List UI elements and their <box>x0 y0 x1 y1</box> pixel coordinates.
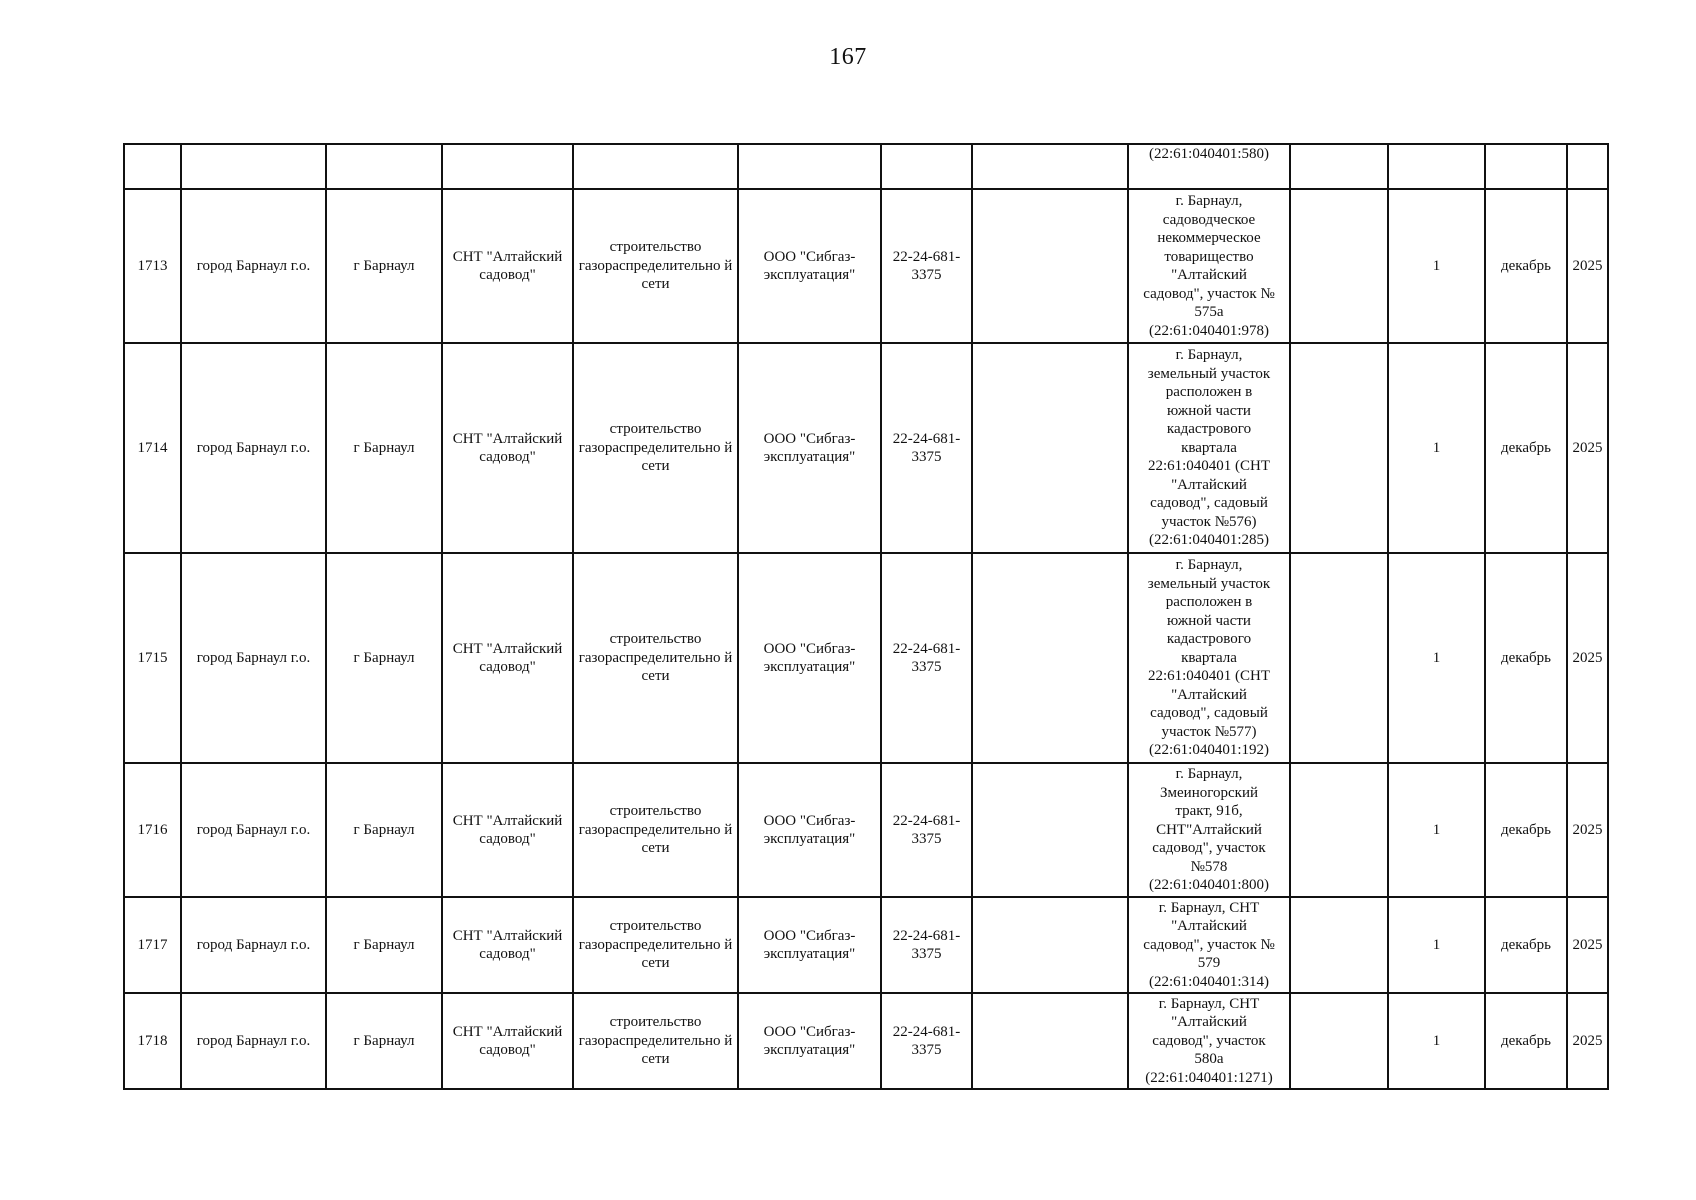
cell-number: 1717 <box>124 897 181 993</box>
cell-organization: ООО "Сибгаз-эксплуатация" <box>738 189 881 343</box>
cell-municipality: город Барнаул г.о. <box>181 343 326 553</box>
table-row <box>124 897 1608 993</box>
cell-address: (22:61:040401:580) <box>1128 144 1290 189</box>
cell-month: декабрь <box>1485 897 1567 993</box>
cell-quantity: 1 <box>1388 553 1485 763</box>
cell-organization: ООО "Сибгаз-эксплуатация" <box>738 343 881 553</box>
cell-quantity: 1 <box>1388 189 1485 343</box>
cell-address: г. Барнаул, СНТ "Алтайский садовод", участок 580а (22:61:040401:1271) <box>1128 993 1290 1089</box>
cell-organization: ООО "Сибгаз-эксплуатация" <box>738 993 881 1089</box>
cell-organization <box>738 144 881 189</box>
cell-object: СНТ "Алтайский садовод" <box>442 897 573 993</box>
cell-number <box>124 144 181 189</box>
cell-quantity: 1 <box>1388 343 1485 553</box>
cell-work-type: строительство газораспределительно й сети <box>573 763 738 897</box>
cell-extra <box>972 897 1128 993</box>
cell-quantity <box>1388 144 1485 189</box>
cell-extra <box>972 343 1128 553</box>
cell-code: 22-24-681-3375 <box>881 763 972 897</box>
cell-locality: г Барнаул <box>326 763 442 897</box>
cell-year: 2025 <box>1567 993 1608 1089</box>
cell-locality <box>326 144 442 189</box>
cell-municipality: город Барнаул г.о. <box>181 993 326 1089</box>
cell-municipality: город Барнаул г.о. <box>181 189 326 343</box>
cell-quantity: 1 <box>1388 993 1485 1089</box>
table-row <box>124 553 1608 763</box>
cell-year: 2025 <box>1567 343 1608 553</box>
cell-blank <box>1290 993 1388 1089</box>
cell-extra <box>972 553 1128 763</box>
table-row <box>124 763 1608 897</box>
cell-municipality: город Барнаул г.о. <box>181 897 326 993</box>
cell-blank <box>1290 897 1388 993</box>
cell-year <box>1567 144 1608 189</box>
cell-locality: г Барнаул <box>326 343 442 553</box>
cell-municipality: город Барнаул г.о. <box>181 553 326 763</box>
cell-work-type <box>573 144 738 189</box>
cell-code <box>881 144 972 189</box>
cell-address: г. Барнаул, садоводческое некоммерческое товарищество "Алтайский садовод", участок № 575а (22:61:040401:978) <box>1128 189 1290 343</box>
cell-work-type: строительство газораспределительно й сети <box>573 553 738 763</box>
cell-address: г. Барнаул, СНТ "Алтайский садовод", участок № 579 (22:61:040401:314) <box>1128 897 1290 993</box>
cell-month <box>1485 144 1567 189</box>
cell-work-type: строительство газораспределительно й сети <box>573 993 738 1089</box>
table-row <box>124 343 1608 553</box>
cell-extra <box>972 144 1128 189</box>
cell-object: СНТ "Алтайский садовод" <box>442 993 573 1089</box>
cell-address: г. Барнаул, земельный участок расположен в южной части кадастрового квартала 22:61:040401 (СНТ "Алтайский садовод", садовый участок №576) (22:61:040401:285) <box>1128 343 1290 553</box>
cell-object <box>442 144 573 189</box>
cell-code: 22-24-681-3375 <box>881 553 972 763</box>
cell-object: СНТ "Алтайский садовод" <box>442 553 573 763</box>
cell-organization: ООО "Сибгаз-эксплуатация" <box>738 763 881 897</box>
cell-year: 2025 <box>1567 553 1608 763</box>
cell-work-type: строительство газораспределительно й сети <box>573 343 738 553</box>
cell-code: 22-24-681-3375 <box>881 343 972 553</box>
cell-quantity: 1 <box>1388 763 1485 897</box>
table-row <box>124 993 1608 1089</box>
cell-organization: ООО "Сибгаз-эксплуатация" <box>738 897 881 993</box>
cell-blank <box>1290 343 1388 553</box>
cell-work-type: строительство газораспределительно й сети <box>573 189 738 343</box>
cell-month: декабрь <box>1485 553 1567 763</box>
cell-month: декабрь <box>1485 993 1567 1089</box>
cell-month: декабрь <box>1485 343 1567 553</box>
cell-blank <box>1290 144 1388 189</box>
cell-code: 22-24-681-3375 <box>881 897 972 993</box>
registry-table <box>123 143 1609 1090</box>
cell-number: 1714 <box>124 343 181 553</box>
cell-address: г. Барнаул, земельный участок расположен в южной части кадастрового квартала 22:61:040401 (СНТ "Алтайский садовод", садовый участок №577) (22:61:040401:192) <box>1128 553 1290 763</box>
cell-address: г. Барнаул, Змеиногорский тракт, 91б, СНТ"Алтайский садовод", участок №578 (22:61:040401:800) <box>1128 763 1290 897</box>
cell-blank <box>1290 763 1388 897</box>
cell-year: 2025 <box>1567 763 1608 897</box>
table-row <box>124 189 1608 343</box>
cell-code: 22-24-681-3375 <box>881 189 972 343</box>
cell-number: 1713 <box>124 189 181 343</box>
cell-object: СНТ "Алтайский садовод" <box>442 343 573 553</box>
cell-number: 1718 <box>124 993 181 1089</box>
cell-month: декабрь <box>1485 189 1567 343</box>
cell-number: 1716 <box>124 763 181 897</box>
cell-object: СНТ "Алтайский садовод" <box>442 763 573 897</box>
cell-month: декабрь <box>1485 763 1567 897</box>
cell-extra <box>972 993 1128 1089</box>
cell-object: СНТ "Алтайский садовод" <box>442 189 573 343</box>
cell-locality: г Барнаул <box>326 897 442 993</box>
cell-work-type: строительство газораспределительно й сети <box>573 897 738 993</box>
page-number: 167 <box>829 44 867 70</box>
cell-year: 2025 <box>1567 189 1608 343</box>
cell-extra <box>972 763 1128 897</box>
cell-blank <box>1290 189 1388 343</box>
cell-municipality <box>181 144 326 189</box>
cell-code: 22-24-681-3375 <box>881 993 972 1089</box>
cell-locality: г Барнаул <box>326 189 442 343</box>
cell-quantity: 1 <box>1388 897 1485 993</box>
cell-year: 2025 <box>1567 897 1608 993</box>
table-row <box>124 144 1608 189</box>
cell-blank <box>1290 553 1388 763</box>
cell-locality: г Барнаул <box>326 993 442 1089</box>
cell-extra <box>972 189 1128 343</box>
cell-number: 1715 <box>124 553 181 763</box>
cell-locality: г Барнаул <box>326 553 442 763</box>
cell-organization: ООО "Сибгаз-эксплуатация" <box>738 553 881 763</box>
cell-municipality: город Барнаул г.о. <box>181 763 326 897</box>
